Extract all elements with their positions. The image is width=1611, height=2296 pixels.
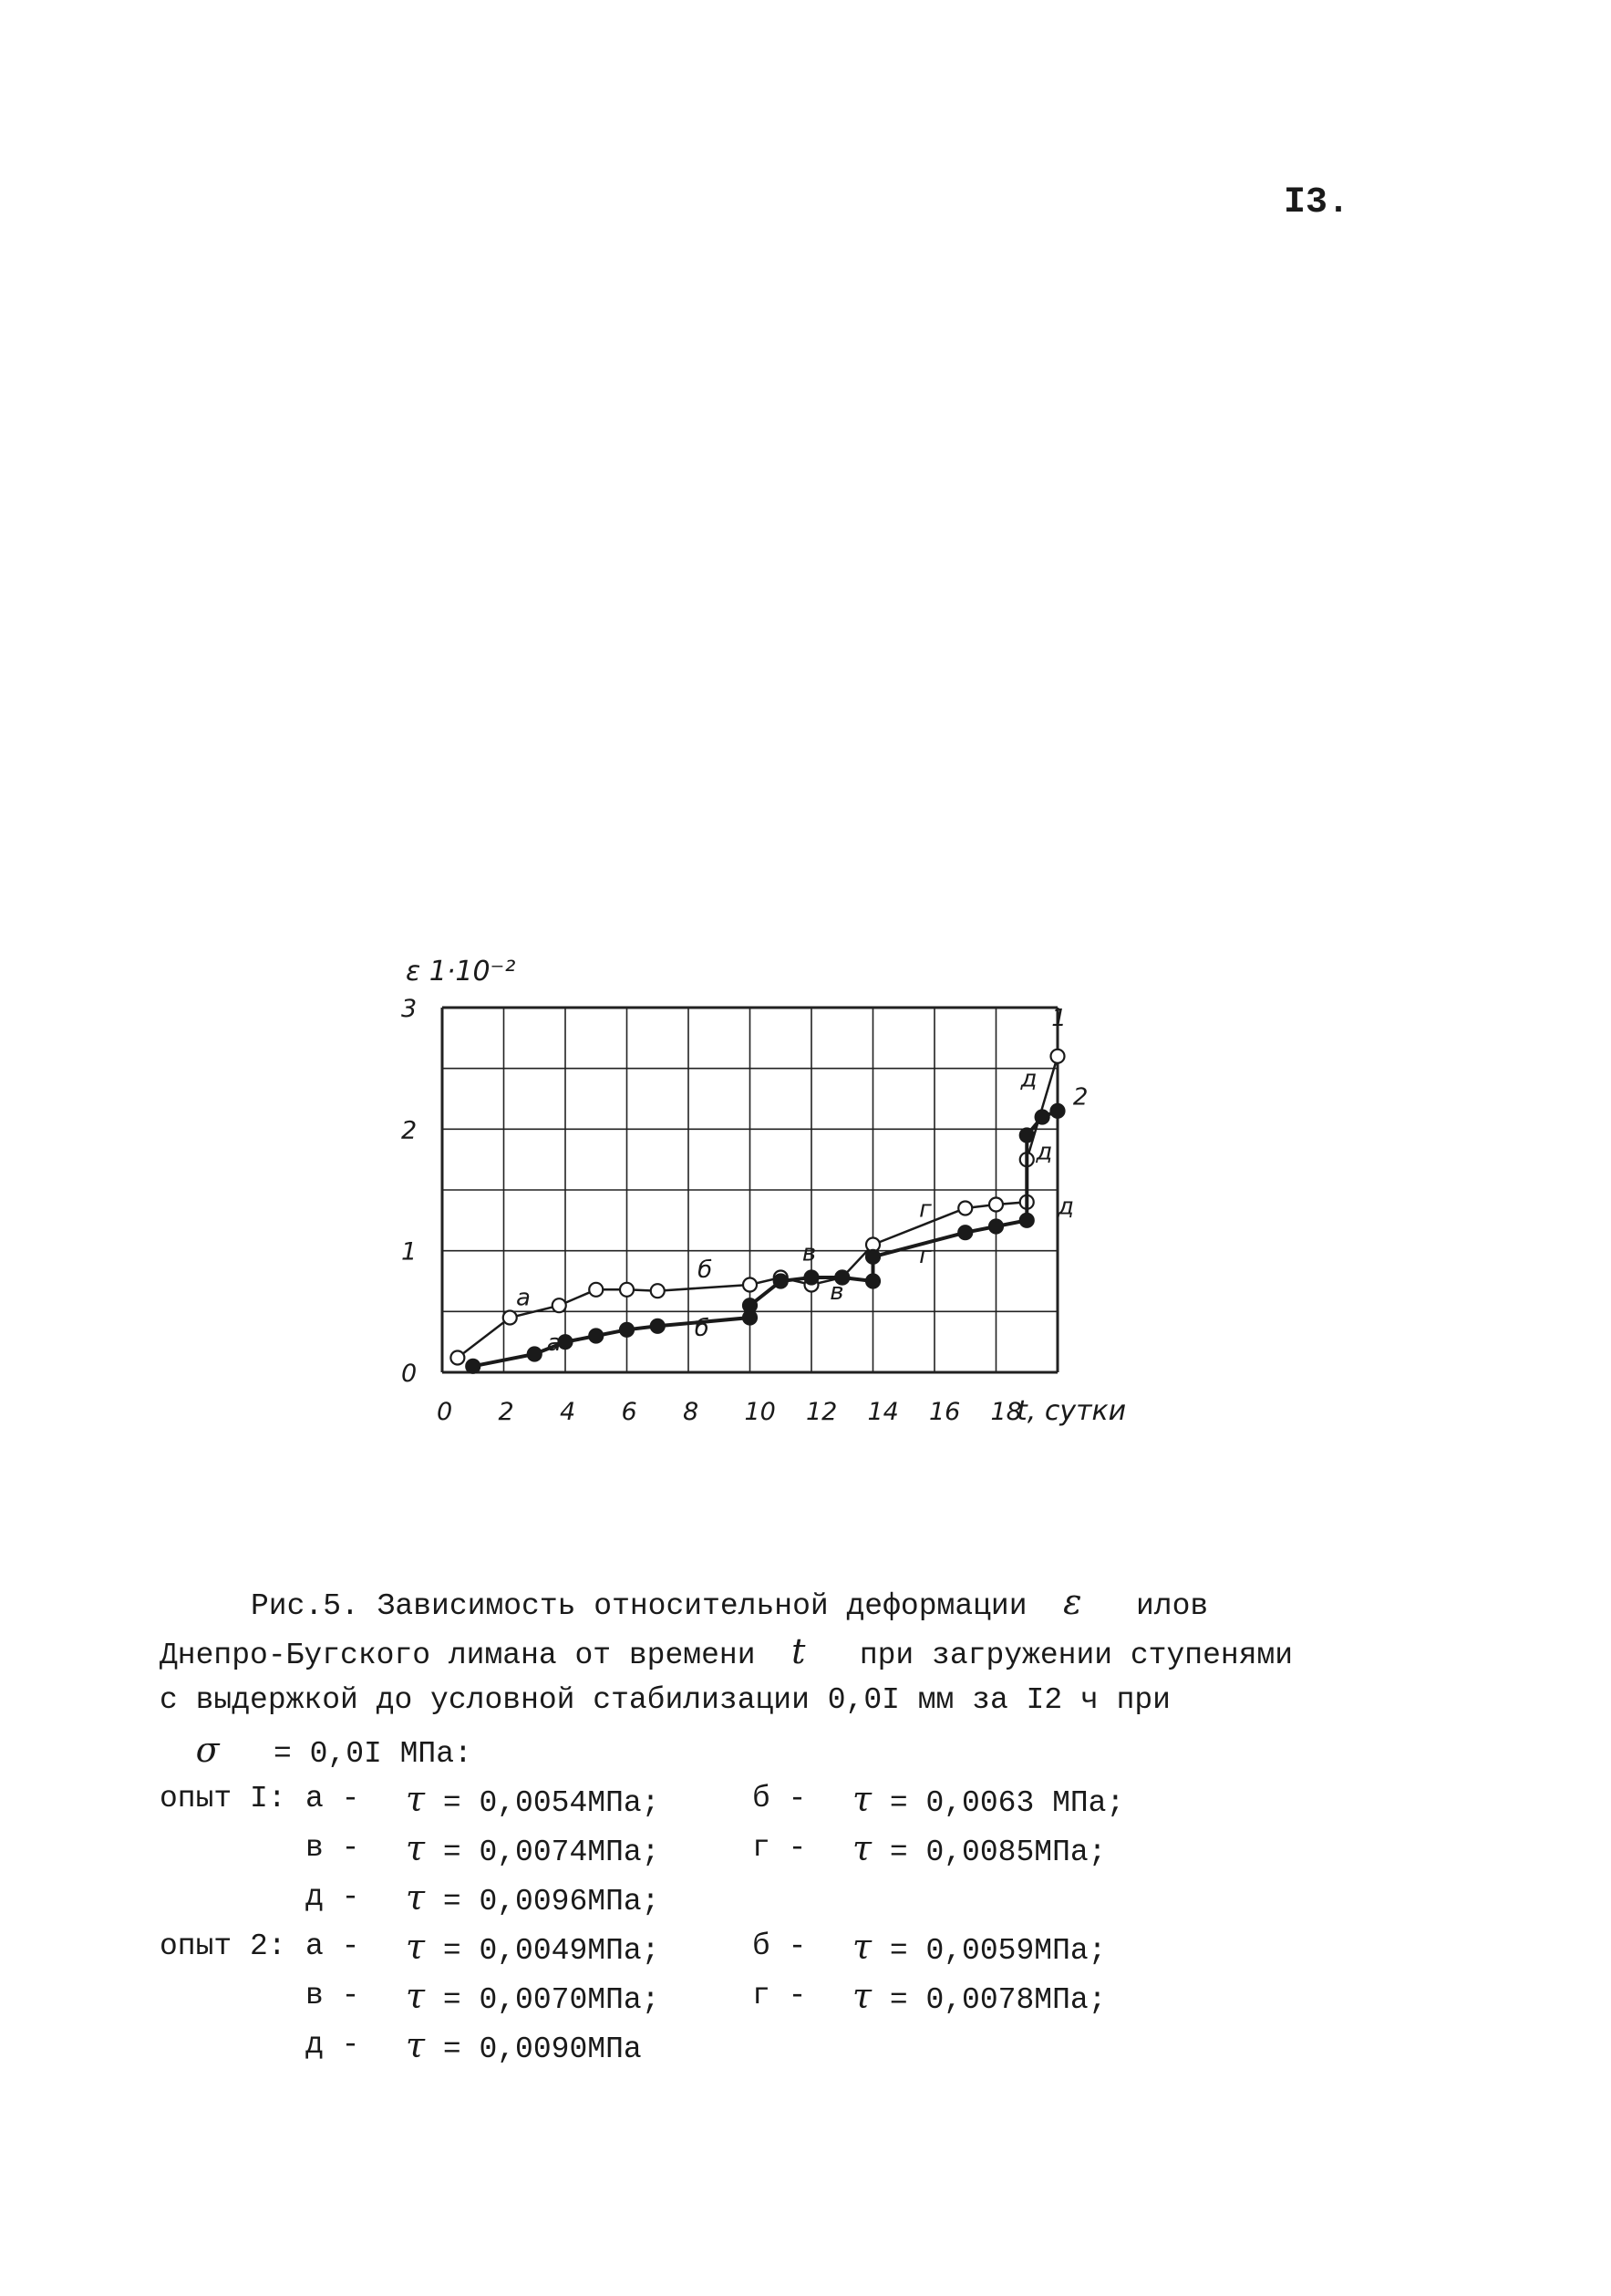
- series-point-1: [743, 1278, 757, 1292]
- caption-text: Днепро-Бугского лимана от времени: [160, 1639, 756, 1672]
- stress-value-text: = 0,0063 МПа;: [872, 1786, 1125, 1820]
- stress-value: [406, 1824, 659, 1877]
- t-symbol: t: [791, 1631, 806, 1671]
- tau-symbol: τ: [406, 1877, 426, 1918]
- caption-line-3: [160, 1676, 1436, 1725]
- experiment-label: опыт 2:: [160, 1929, 286, 1963]
- y-tick-label: 0: [401, 1360, 418, 1388]
- curve-label: 1: [1051, 1005, 1067, 1032]
- experiment-label: опыт I:: [160, 1782, 286, 1815]
- stress-value: [852, 1922, 1106, 1976]
- series-point-2: [774, 1275, 788, 1288]
- stress-value-text: = 0,0085МПа;: [872, 1836, 1107, 1869]
- series-point-2: [989, 1220, 1003, 1234]
- curve-label: а: [516, 1284, 531, 1312]
- series-point-1: [958, 1202, 972, 1215]
- curve-label: г: [919, 1242, 932, 1269]
- figure-caption: [160, 1577, 1436, 2070]
- stress-value-text: = 0,0049МПа;: [425, 1934, 660, 1968]
- series-point-2: [805, 1271, 819, 1285]
- stage-label: г -: [752, 1979, 807, 2012]
- x-tick-label: 16: [929, 1398, 961, 1426]
- x-tick-label: 8: [683, 1398, 699, 1426]
- series-point-2: [1051, 1104, 1065, 1118]
- stress-value-text: = 0,0074МПа;: [425, 1836, 660, 1869]
- stage-label: б -: [752, 1929, 807, 1963]
- series-point-1: [503, 1311, 517, 1325]
- series-point-1: [450, 1351, 464, 1365]
- stress-value: [852, 1774, 1124, 1828]
- y-tick-label: 3: [401, 995, 418, 1023]
- series-point-1: [620, 1283, 634, 1297]
- stress-value-text: = 0,0078МПа;: [872, 1983, 1107, 2017]
- x-tick-label: 4: [560, 1398, 576, 1426]
- series-point-2: [466, 1360, 480, 1373]
- stress-value-text: = 0,0070МПа;: [425, 1983, 660, 2017]
- series-point-1: [651, 1284, 665, 1298]
- stress-value: [406, 1971, 659, 2025]
- curve-label: д: [1036, 1138, 1053, 1166]
- stress-value: [406, 1873, 659, 1927]
- tau-symbol: τ: [852, 1927, 873, 1967]
- epsilon-symbol: ε: [1063, 1582, 1082, 1622]
- x-tick-label: 10: [744, 1398, 776, 1426]
- caption-text: = 0,0I МПа:: [273, 1737, 472, 1771]
- stress-value: [852, 1971, 1106, 2025]
- stress-value-text: = 0,0054МПа;: [425, 1786, 660, 1820]
- tau-symbol: τ: [852, 1976, 873, 2016]
- stage-label: б -: [752, 1782, 807, 1815]
- tau-symbol: τ: [406, 1779, 426, 1819]
- stress-row: [160, 1873, 1436, 1922]
- stress-value: [406, 1774, 659, 1828]
- tau-symbol: τ: [852, 1828, 873, 1868]
- tau-symbol: τ: [406, 1927, 426, 1967]
- caption-text: при загружении ступенями: [859, 1639, 1294, 1672]
- y-tick-label: 1: [401, 1237, 418, 1267]
- x-tick-label: 18: [990, 1398, 1022, 1426]
- stress-value-text: = 0,0090МПа: [425, 2032, 642, 2066]
- stage-label: д -: [305, 1880, 360, 1914]
- curve-label: д: [1058, 1193, 1074, 1221]
- stress-row: [160, 2021, 1436, 2070]
- series-point-2: [620, 1323, 634, 1337]
- curve-label: г: [919, 1195, 932, 1224]
- caption-line-2: [160, 1627, 1436, 1676]
- caption-line-4: [160, 1725, 1436, 1774]
- stress-value-text: = 0,0059МПа;: [872, 1934, 1107, 1968]
- chart-svg: [383, 926, 1203, 1454]
- stress-row: [160, 1824, 1436, 1873]
- sigma-symbol: σ: [195, 1730, 220, 1770]
- x-tick-label: 0: [437, 1398, 453, 1426]
- x-tick-label: 14: [867, 1398, 899, 1426]
- stress-value: [406, 2021, 642, 2074]
- y-axis-title: ε 1·10⁻²: [406, 956, 516, 988]
- x-tick-label: 12: [806, 1398, 838, 1426]
- stress-value-text: = 0,0096МПа;: [425, 1885, 660, 1919]
- stage-label: в -: [305, 1979, 360, 2012]
- curve-label: в: [830, 1278, 844, 1306]
- series-point-2: [958, 1226, 972, 1239]
- stress-row: [160, 1971, 1436, 2021]
- x-tick-label: 2: [498, 1398, 514, 1426]
- stress-value: [406, 1922, 659, 1976]
- series-point-2: [1020, 1214, 1034, 1227]
- caption-text: Рис.5. Зависимость относительной деформации: [251, 1589, 1028, 1623]
- tau-symbol: τ: [406, 1976, 426, 2016]
- stage-label: а -: [305, 1782, 360, 1815]
- stress-row: [160, 1922, 1436, 1971]
- x-axis-title: t, сутки: [1017, 1395, 1127, 1427]
- x-tick-label: 6: [621, 1398, 637, 1426]
- caption-rows: [160, 1774, 1436, 2070]
- curve-label: 2: [1072, 1083, 1089, 1112]
- series-point-2: [866, 1275, 880, 1288]
- series-point-2: [1020, 1129, 1034, 1143]
- curve-label: в: [801, 1239, 817, 1267]
- tau-symbol: τ: [852, 1779, 873, 1819]
- tau-symbol: τ: [406, 2025, 426, 2065]
- series-point-2: [743, 1298, 757, 1312]
- deformation-chart: [383, 926, 1203, 1454]
- series-point-2: [866, 1250, 880, 1264]
- series-point-1: [552, 1298, 566, 1312]
- page-number: I3.: [1284, 182, 1350, 223]
- stage-label: г -: [752, 1831, 807, 1865]
- series-point-2: [1036, 1111, 1049, 1124]
- series-point-1: [1051, 1050, 1065, 1063]
- tau-symbol: τ: [406, 1828, 426, 1868]
- caption-line-1: [160, 1577, 1436, 1627]
- stage-label: а -: [305, 1929, 360, 1963]
- curve-label: а: [546, 1329, 562, 1357]
- caption-text: с выдержкой до условной стабилизации 0,0I мм за I2 ч при: [160, 1683, 1171, 1717]
- curve-label: б: [694, 1315, 709, 1342]
- series-point-2: [589, 1329, 603, 1343]
- series-point-1: [989, 1198, 1003, 1212]
- curve-label: б: [697, 1257, 713, 1284]
- stress-value: [852, 1824, 1106, 1877]
- stage-label: д -: [305, 2028, 360, 2062]
- y-tick-label: 2: [401, 1116, 418, 1145]
- series-point-2: [528, 1348, 542, 1361]
- series-point-1: [589, 1283, 603, 1297]
- curve-label: д: [1020, 1065, 1038, 1093]
- stage-label: в -: [305, 1831, 360, 1865]
- caption-text: илов: [1135, 1589, 1209, 1623]
- series-point-2: [651, 1319, 665, 1333]
- stress-row: [160, 1774, 1436, 1824]
